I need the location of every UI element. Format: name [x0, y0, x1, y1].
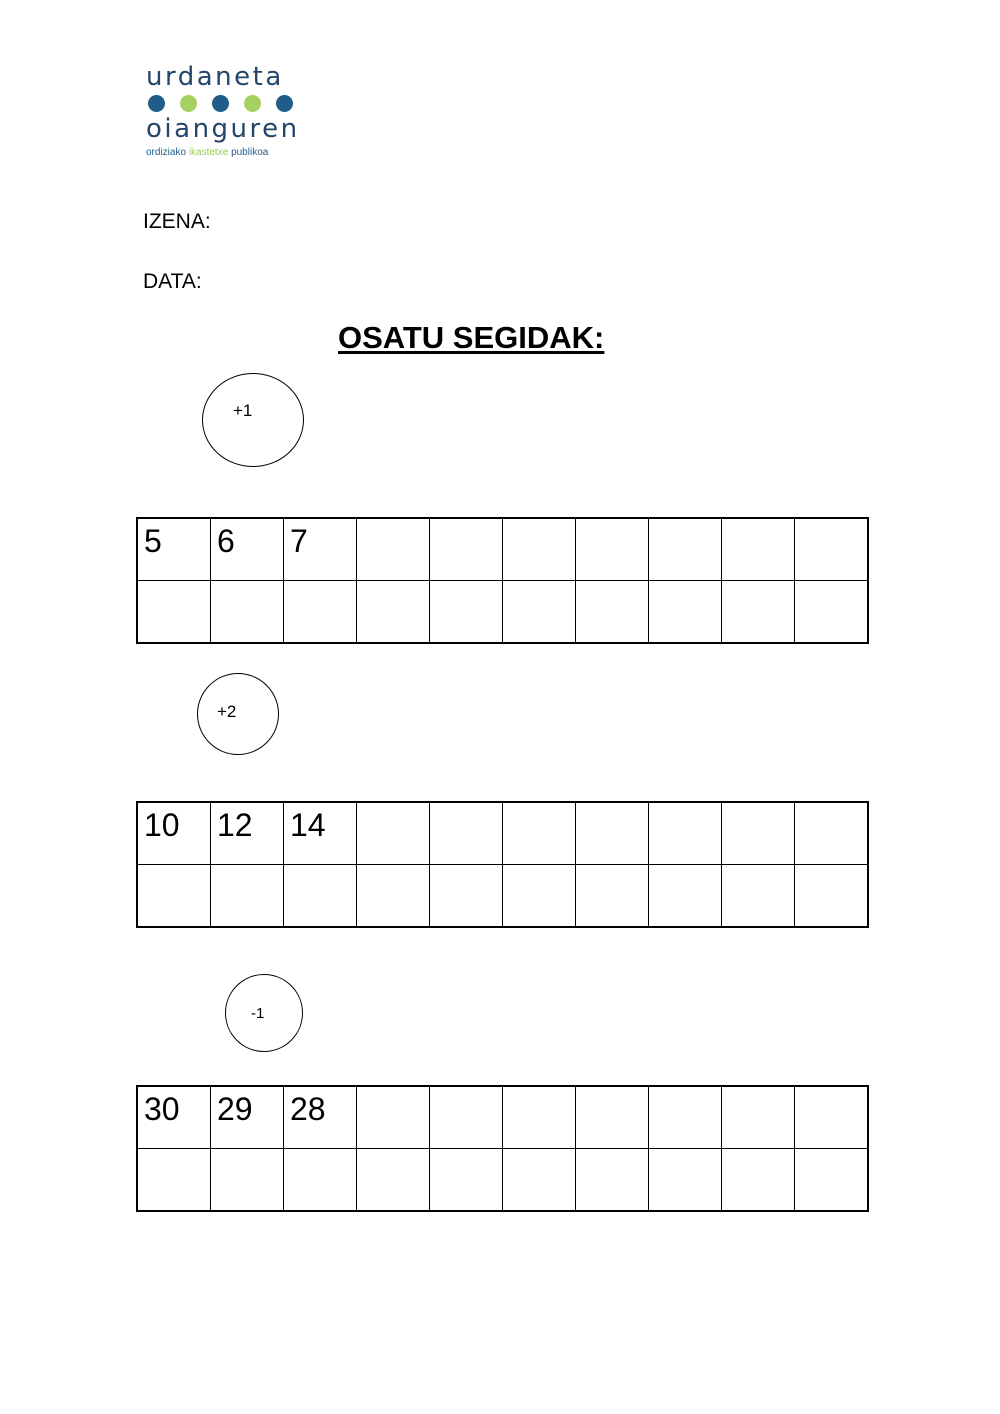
grid-cell: 10 [137, 802, 211, 865]
grid-cell[interactable] [357, 1086, 430, 1149]
logo-line-2: oianguren [146, 114, 300, 144]
grid-cell[interactable] [649, 802, 722, 865]
grid-cell[interactable] [795, 865, 869, 928]
grid-cell: 14 [284, 802, 357, 865]
grid-cell[interactable] [722, 865, 795, 928]
grid-cell[interactable] [137, 1149, 211, 1212]
grid-cell[interactable] [430, 1149, 503, 1212]
grid-cell[interactable] [284, 1149, 357, 1212]
grid-cell[interactable] [576, 518, 649, 581]
grid-cell: 7 [284, 518, 357, 581]
grid-cell: 28 [284, 1086, 357, 1149]
grid-cell[interactable] [576, 1149, 649, 1212]
rule-label: +1 [233, 401, 253, 420]
logo-dots [148, 94, 306, 112]
grid-cell: 29 [211, 1086, 284, 1149]
grid-cell: 6 [211, 518, 284, 581]
date-label: DATA: [143, 270, 202, 293]
grid-cell[interactable] [795, 1149, 869, 1212]
rule-circle [202, 373, 304, 467]
sequence-grid [136, 517, 869, 644]
rule-circle [225, 974, 303, 1052]
grid-cell[interactable] [503, 518, 576, 581]
grid-cell[interactable] [357, 518, 430, 581]
grid-cell[interactable] [722, 1086, 795, 1149]
grid-cell[interactable] [211, 1149, 284, 1212]
grid-cell[interactable] [137, 581, 211, 644]
name-label: IZENA: [143, 210, 211, 233]
grid-cell[interactable] [649, 1086, 722, 1149]
grid-cell[interactable] [503, 581, 576, 644]
grid-cell[interactable] [649, 1149, 722, 1212]
grid-cell[interactable] [357, 802, 430, 865]
grid-cell[interactable] [430, 865, 503, 928]
grid-cell[interactable] [503, 865, 576, 928]
grid-cell[interactable] [576, 802, 649, 865]
logo-dot [212, 95, 229, 112]
grid-cell[interactable] [576, 581, 649, 644]
sequence-grid [136, 801, 869, 928]
grid-row [137, 518, 868, 581]
school-logo [146, 62, 306, 160]
grid-cell[interactable] [357, 581, 430, 644]
grid-cell[interactable] [284, 581, 357, 644]
grid-cell[interactable] [430, 581, 503, 644]
rule-circle [197, 673, 279, 755]
grid-row [137, 865, 868, 928]
grid-cell[interactable] [795, 518, 869, 581]
sequence-grid [136, 1085, 869, 1212]
grid-cell[interactable] [722, 1149, 795, 1212]
grid-cell: 12 [211, 802, 284, 865]
grid-row [137, 1086, 868, 1149]
grid-cell[interactable] [357, 865, 430, 928]
rule-label: +2 [217, 702, 237, 721]
logo-dot [148, 95, 165, 112]
grid-cell[interactable] [722, 518, 795, 581]
logo-dot [244, 95, 261, 112]
grid-cell[interactable] [430, 1086, 503, 1149]
logo-dot [180, 95, 197, 112]
grid-row [137, 802, 868, 865]
logo-line-1: urdaneta [146, 62, 284, 92]
grid-cell[interactable] [137, 865, 211, 928]
grid-cell[interactable] [503, 1086, 576, 1149]
grid-cell[interactable] [795, 581, 869, 644]
grid-cell[interactable] [430, 518, 503, 581]
grid-row [137, 581, 868, 644]
grid-cell[interactable] [722, 802, 795, 865]
grid-cell[interactable] [795, 1086, 869, 1149]
grid-cell[interactable] [649, 865, 722, 928]
grid-cell[interactable] [503, 1149, 576, 1212]
grid-cell[interactable] [576, 865, 649, 928]
logo-dot [276, 95, 293, 112]
grid-cell: 5 [137, 518, 211, 581]
grid-cell[interactable] [722, 581, 795, 644]
grid-cell[interactable] [211, 865, 284, 928]
grid-cell: 30 [137, 1086, 211, 1149]
grid-cell[interactable] [357, 1149, 430, 1212]
grid-cell[interactable] [211, 581, 284, 644]
logo-subtitle: ordiziako ikastetxe publikoa [146, 147, 269, 158]
grid-row [137, 1149, 868, 1212]
grid-cell[interactable] [576, 1086, 649, 1149]
page-title: OSATU SEGIDAK: [338, 320, 605, 355]
grid-cell[interactable] [503, 802, 576, 865]
rule-label: -1 [251, 1005, 265, 1022]
grid-cell[interactable] [649, 518, 722, 581]
grid-cell[interactable] [795, 802, 869, 865]
grid-cell[interactable] [284, 865, 357, 928]
grid-cell[interactable] [649, 581, 722, 644]
grid-cell[interactable] [430, 802, 503, 865]
